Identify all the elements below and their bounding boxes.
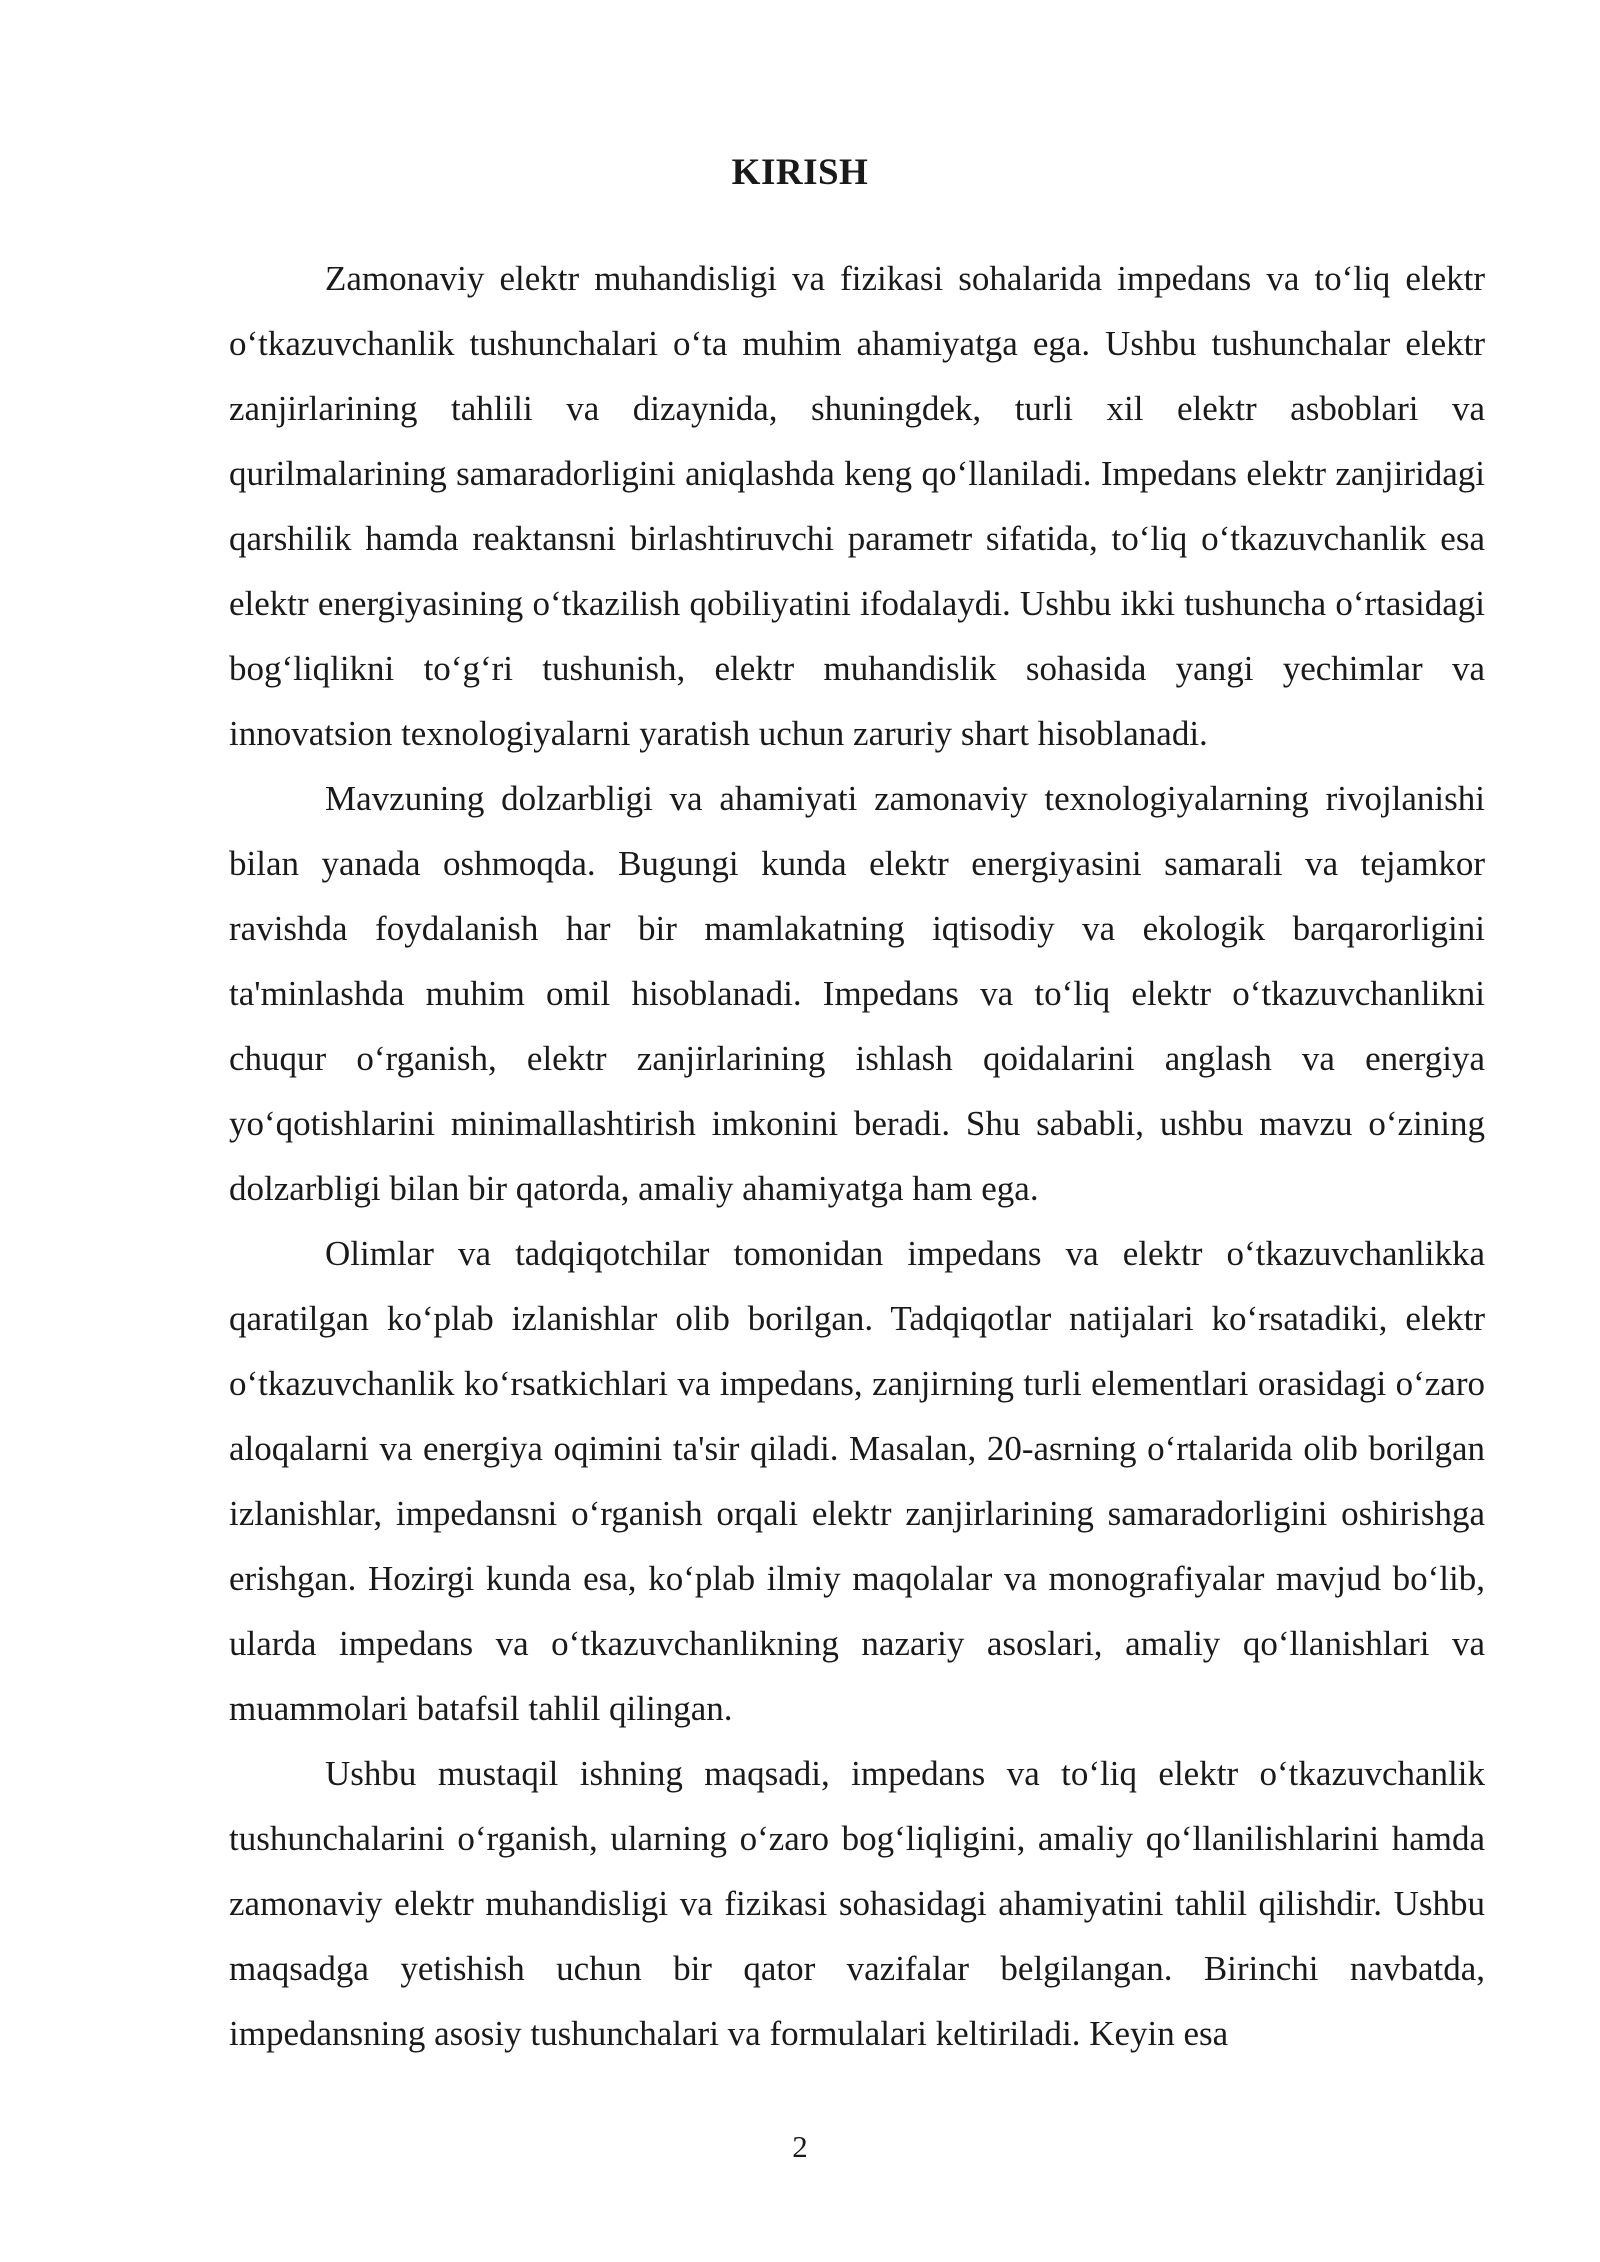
paragraph-2: Mavzuning dolzarbligi va ahamiyati zamonaviy texnologiyalarning rivojlanishi bilan yanada oshmoqda. Bugungi kunda elektr energiyasini samarali va tejamkor ravishda foydalanish har bir mamlakatning iqtisodiy va ekologik barqarorligini ta'minlashda muhim omil hisoblanadi. Impedans va toʻliq elektr oʻtkazuvchanlikni chuqur oʻrganish, elektr zanjirlarining ishlash qoidalarini anglash va energiya yoʻqotishlarini minimallashtirish imkonini beradi. Shu sababli, ushbu mavzu oʻzining dolzarbligi bilan bir qatorda, amaliy ahamiyatga ham ega.: [229, 779, 1485, 1208]
paragraph-1: Zamonaviy elektr muhandisligi va fizikasi sohalarida impedans va toʻliq elektr oʻtkazuvchanlik tushunchalari oʻta muhim ahamiyatga ega. Ushbu tushunchalar elektr zanjirlarining tahlili va dizaynida, shuningdek, turli xil elektr asboblari va qurilmalarining samaradorligini aniqlashda keng qoʻllaniladi. Impedans elektr zanjiridagi qarshilik hamda reaktansni birlashtiruvchi parametr sifatida, toʻliq oʻtkazuvchanlik esa elektr energiyasining oʻtkazilish qobiliyatini ifodalaydi. Ushbu ikki tushuncha oʻrtasidagi bogʻliqlikni toʻgʻri tushunish, elektr muhandislik sohasida yangi yechimlar va innovatsion texnologiyalarni yaratish uchun zaruriy shart hisoblanadi.: [229, 259, 1485, 753]
section-heading: KIRISH: [731, 152, 869, 193]
paragraph-4: Ushbu mustaqil ishning maqsadi, impedans va toʻliq elektr oʻtkazuvchanlik tushunchalarini oʻrganish, ularning oʻzaro bogʻliqligini, amaliy qoʻllanilishlarini hamda zamonaviy elektr muhandisligi va fizikasi sohasidagi ahamiyatini tahlil qilishdir. Ushbu maqsadga yetishish uchun bir qator vazifalar belgilangan. Birinchi navbatda, impedansning asosiy tushunchalari va formulalari keltiriladi. Keyin esa: [229, 1754, 1485, 2053]
body-text: [229, 246, 1485, 2066]
page-number: 2: [792, 2129, 808, 2164]
paragraph-3: Olimlar va tadqiqotchilar tomonidan impedans va elektr oʻtkazuvchanlikka qaratilgan koʻplab izlanishlar olib borilgan. Tadqiqotlar natijalari koʻrsatadiki, elektr oʻtkazuvchanlik koʻrsatkichlari va impedans, zanjirning turli elementlari orasidagi oʻzaro aloqalarni va energiya oqimini ta'sir qiladi. Masalan, 20-asrning oʻrtalarida olib borilgan izlanishlar, impedansni oʻrganish orqali elektr zanjirlarining samaradorligini oshirishga erishgan. Hozirgi kunda esa, koʻplab ilmiy maqolalar va monografiyalar mavjud boʻlib, ularda impedans va oʻtkazuvchanlikning nazariy asoslari, amaliy qoʻllanishlari va muammolari batafsil tahlil qilingan.: [229, 1234, 1485, 1728]
